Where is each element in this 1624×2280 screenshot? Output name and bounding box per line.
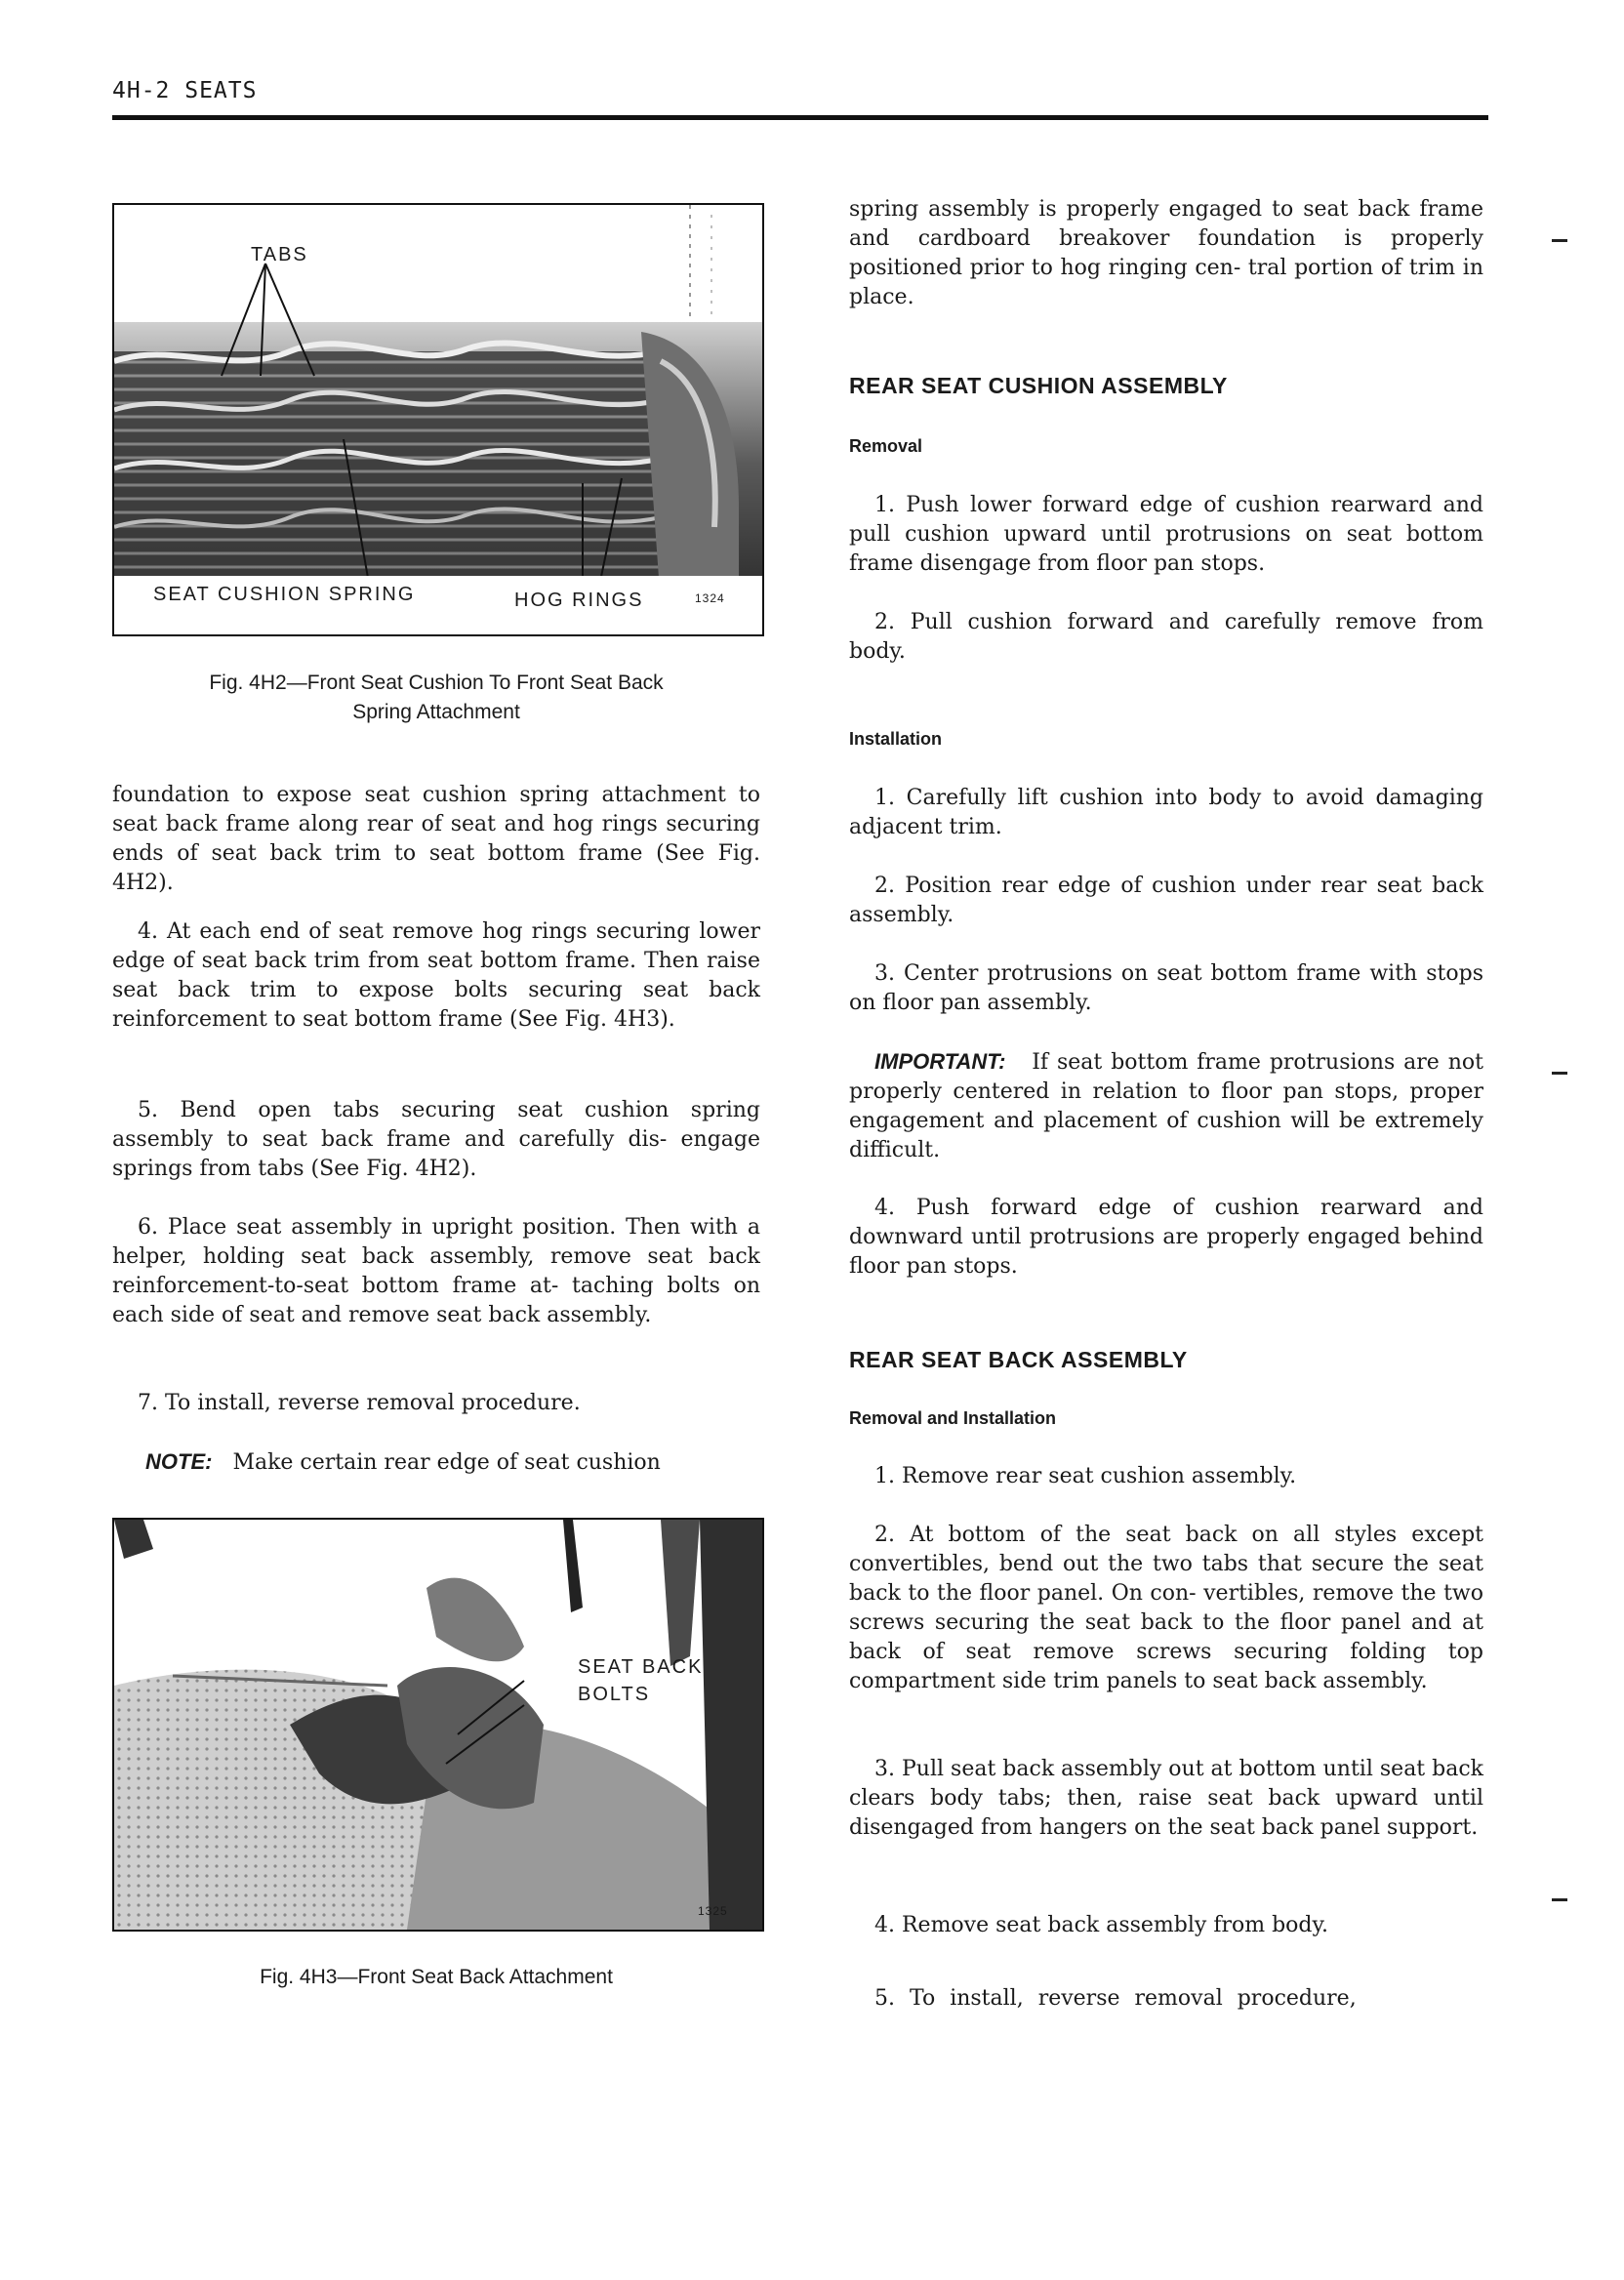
heading-rear-seat-back: REAR SEAT BACK ASSEMBLY — [849, 1347, 1188, 1372]
figure-4h3-photo — [112, 1518, 764, 1932]
margin-change-mark — [1552, 1072, 1567, 1075]
back-step-5: 5. To install, reverse removal procedure, — [874, 1986, 1357, 2011]
figure-number: 1325 — [698, 1904, 728, 1918]
back-step-3: 3. Pull seat back assembly out at bottom until seat back clears body tabs; then, raise seat back upward until disengaged from hangers on the seat back panel support. — [849, 1757, 1483, 1840]
note — [112, 1447, 760, 1478]
figure-4h2-caption-line2: Spring Attachment — [352, 701, 520, 723]
heading-removal: Removal — [849, 436, 923, 456]
figure-4h2-photo — [112, 203, 764, 636]
label-seat-back: SEAT BACK — [578, 1656, 704, 1678]
margin-change-mark — [1552, 1898, 1567, 1901]
removal-step-1: 1. Push lower forward edge of cushion rearward and pull cushion upward until protrusions on seat bottom frame disengage from floor pan stops. — [849, 493, 1483, 576]
para-continuation: spring assembly is properly engaged to seat back frame and cardboard breakover foundation is properly positioned prior to hog ringing cen- tral portion of trim in place. — [849, 197, 1483, 309]
install-step-4: 4. Push forward edge of cushion rearward and downward until protrusions are properly engaged behind floor pan stops. — [849, 1196, 1483, 1279]
removal-step-2: 2. Pull cushion forward and carefully remove from body. — [849, 610, 1483, 664]
step-5: 5. Bend open tabs securing seat cushion spring assembly to seat back frame and carefully dis- engage springs from tabs (See Fig. 4H2). — [112, 1098, 760, 1181]
heading-rear-seat-cushion: REAR SEAT CUSHION ASSEMBLY — [849, 373, 1228, 398]
install-step-3: 3. Center protrusions on seat bottom frame with stops on floor pan assembly. — [849, 961, 1483, 1015]
install-step-1: 1. Carefully lift cushion into body to avoid damaging adjacent trim. — [849, 786, 1483, 839]
label-tabs: TABS — [251, 244, 308, 265]
note-text: Make certain rear edge of seat cushion — [232, 1450, 661, 1475]
back-step-2: 2. At bottom of the seat back on all styles except convertibles, bend out the two tabs that secure the seat back to the floor panel. On con- vertibles, remove the two screws securing the seat back to the floor panel and at back of seat remove screws securing folding top compartment side trim panels to seat back assembly. — [849, 1523, 1483, 1693]
important-label: IMPORTANT: — [874, 1049, 1006, 1074]
page-header: 4H-2 SEATS — [112, 78, 258, 103]
important-note — [849, 1047, 1483, 1165]
important-text: If seat bottom frame protrusions are not properly centered in relation to floor pan stops, proper engagement and placement of cushion will be extremely difficult. — [849, 1050, 1483, 1162]
figure-number: 1324 — [695, 591, 725, 605]
margin-change-mark — [1552, 239, 1567, 242]
step-7: 7. To install, reverse removal procedure. — [138, 1391, 581, 1415]
label-bolts: BOLTS — [578, 1684, 651, 1705]
label-hog-rings: HOG RINGS — [514, 590, 644, 611]
step-6: 6. Place seat assembly in upright position. Then with a helper, holding seat back assembly, remove seat back reinforcement-to-seat bottom frame at- taching bolts on each side of seat and remove seat back assembly. — [112, 1215, 760, 1327]
back-step-1: 1. Remove rear seat cushion assembly. — [874, 1464, 1297, 1488]
note-label: NOTE: — [145, 1449, 213, 1474]
figure-4h3-caption: Fig. 4H3—Front Seat Back Attachment — [260, 1966, 613, 1988]
back-step-4: 4. Remove seat back assembly from body. — [874, 1913, 1329, 1937]
header-rule — [112, 115, 1488, 120]
install-step-2: 2. Position rear edge of cushion under rear seat back assembly. — [849, 874, 1483, 927]
heading-removal-installation: Removal and Installation — [849, 1408, 1057, 1428]
label-seat-cushion-spring: SEAT CUSHION SPRING — [153, 584, 416, 605]
seat-back-illustration — [114, 1520, 762, 1930]
step-4: 4. At each end of seat remove hog rings securing lower edge of seat back trim from seat bottom frame. Then raise seat back trim to expose bolts securing seat back reinforcement to seat bottom frame (See Fig. 4H3). — [112, 919, 760, 1032]
seat-spring-illustration — [114, 205, 762, 634]
figure-4h2-caption-line1: Fig. 4H2—Front Seat Cushion To Front Seat Back — [209, 672, 664, 694]
heading-installation: Installation — [849, 729, 943, 749]
para-foundation: foundation to expose seat cushion spring attachment to seat back frame along rear of seat and hog rings securing ends of seat back trim to seat bottom frame (See Fig. 4H2). — [112, 783, 760, 895]
